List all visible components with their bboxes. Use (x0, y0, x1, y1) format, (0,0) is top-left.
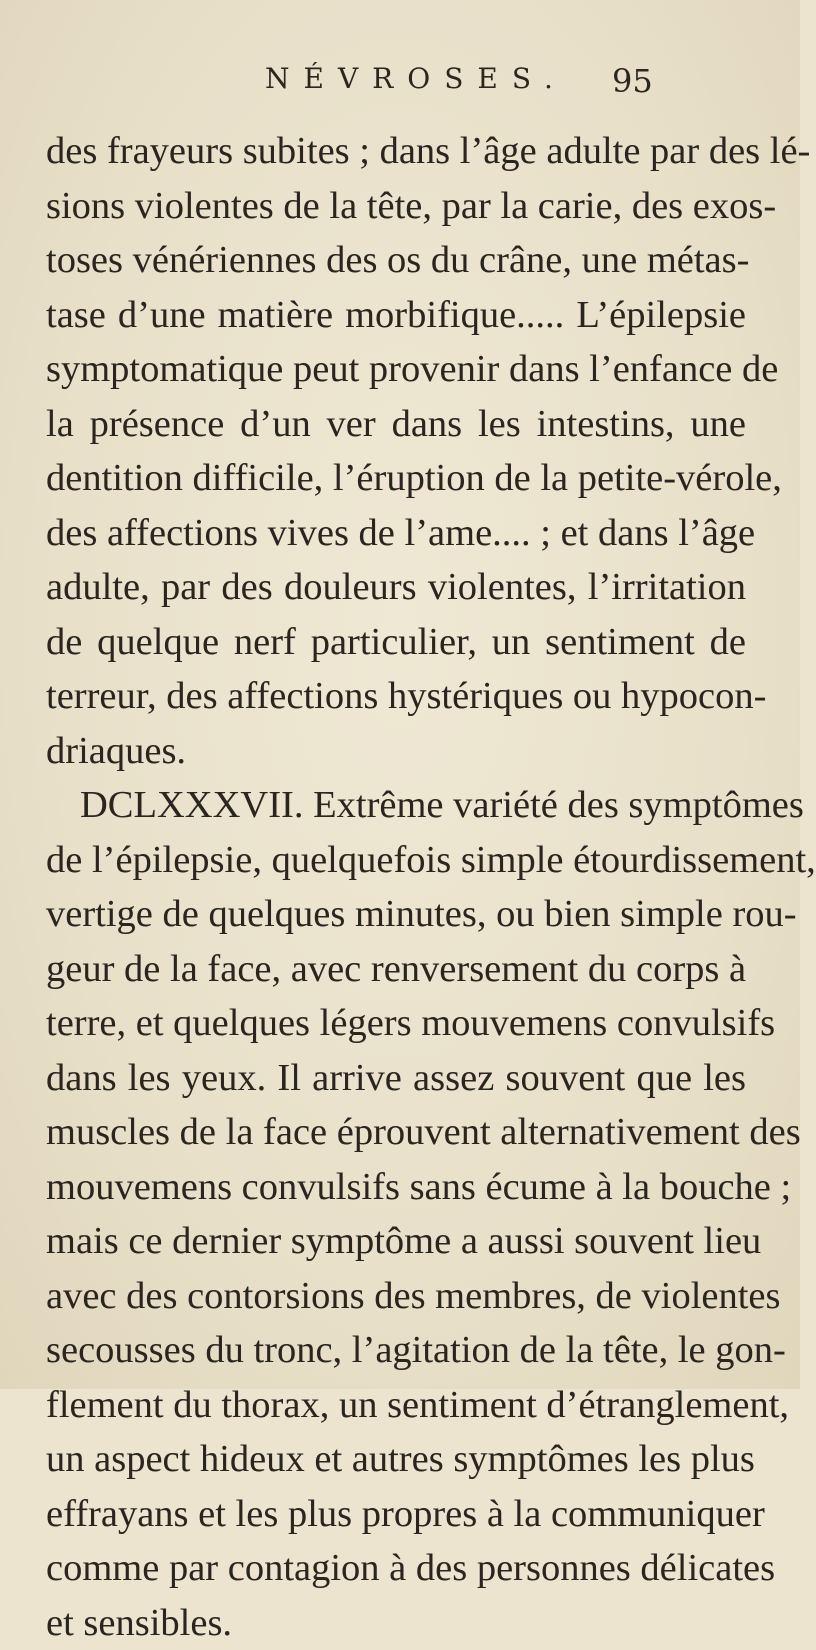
text-line: des affections vives de l’ame.... ; et dans l’âge (46, 506, 746, 561)
text-line: secousses du tronc, l’agitation de la tête, le gon- (46, 1323, 746, 1378)
text-line: terreur, des affections hystériques ou hypocon- (46, 669, 746, 724)
text-line: terre, et quelques légers mouvemens convulsifs (46, 996, 746, 1051)
text-line: un aspect hideux et autres symptômes les plus (46, 1432, 746, 1487)
text-line: symptomatique peut provenir dans l’enfance de (46, 342, 746, 397)
text-line: comme par contagion à des personnes délicates (46, 1541, 746, 1596)
text-line: de quelque nerf particulier, un sentiment de (46, 615, 746, 670)
text-line: mouvemens convulsifs sans écume à la bouche ; (46, 1160, 746, 1215)
text-line: vertige de quelques minutes, ou bien simple rou- (46, 887, 746, 942)
text-line: muscles de la face éprouvent alternativement des (46, 1105, 746, 1160)
text-line: mais ce dernier symptôme a aussi souvent lieu (46, 1214, 746, 1269)
text-line: dans les yeux. Il arrive assez souvent que les (46, 1051, 746, 1106)
text-line: sions violentes de la tête, par la carie, des exos- (46, 179, 746, 234)
text-line: adulte, par des douleurs violentes, l’irritation (46, 560, 746, 615)
text-line: avec des contorsions des membres, de violentes (46, 1269, 746, 1324)
text-line: effrayans et les plus propres à la communiquer (46, 1487, 746, 1542)
text-line: des frayeurs subites ; dans l’âge adulte par des lé- (46, 124, 746, 179)
text-line: de l’épilepsie, quelquefois simple étourdissement, (46, 833, 746, 888)
text-line: geur de la face, avec renversement du corps à (46, 942, 746, 997)
running-header (0, 62, 800, 112)
body-text (46, 124, 746, 1650)
text-line: la présence d’un ver dans les intestins, une (46, 397, 746, 452)
text-line: driaques. (46, 724, 746, 779)
running-title: NÉVROSES. (265, 62, 567, 95)
text-line: dentition difficile, l’éruption de la petite-vérole, (46, 451, 746, 506)
text-line: flement du thorax, un sentiment d’étranglement, (46, 1378, 746, 1433)
text-line: tase d’une matière morbifique..... L’épilepsie (46, 288, 746, 343)
text-line: et sensibles. (46, 1596, 746, 1650)
paragraph-heading-line: DCLXXXVII. Extrême variété des symptômes (46, 778, 746, 833)
page-number: 95 (612, 62, 653, 100)
text-line: toses vénériennes des os du crâne, une métas- (46, 233, 746, 288)
